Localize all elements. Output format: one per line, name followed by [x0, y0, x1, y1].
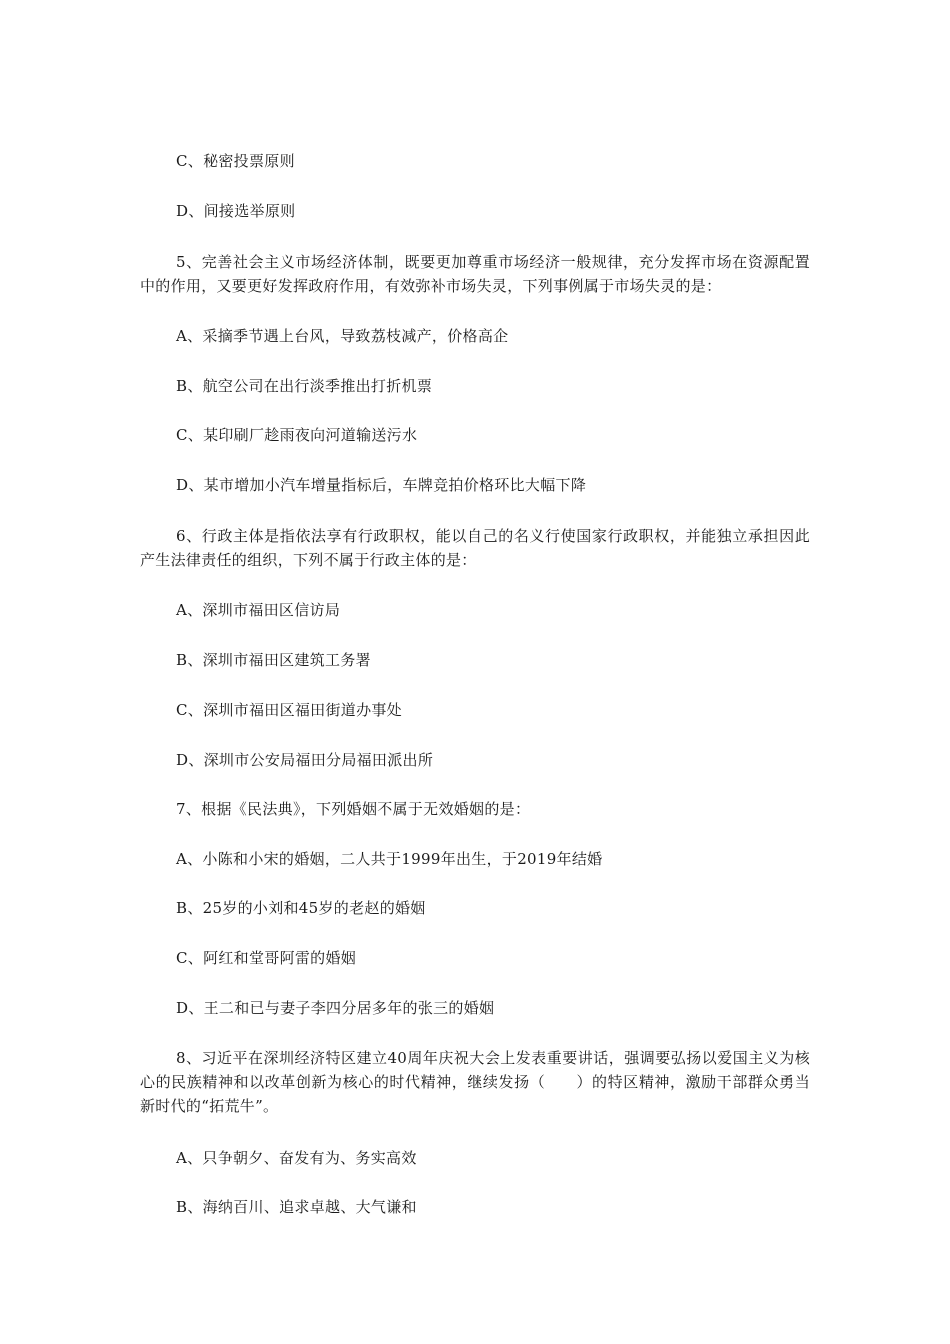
option-b-q8: B、海纳百川、追求卓越、大气谦和: [176, 1198, 417, 1216]
option-c-q5: C、某印刷厂趁雨夜向河道输送污水: [176, 426, 418, 444]
option-b-q5: B、航空公司在出行淡季推出打折机票: [176, 377, 433, 395]
option-a-q5: A、采摘季节遇上台风，导致荔枝减产，价格高企: [176, 327, 509, 345]
option-d-q5: D、某市增加小汽车增量指标后，车牌竞拍价格环比大幅下降: [176, 476, 587, 494]
question-5: 5、完善社会主义市场经济体制，既要更加尊重市场经济一般规律，充分发挥市场在资源配置中的作用，又要更好发挥政府作用，有效弥补市场失灵，下列事例属于市场失灵的是：: [140, 253, 810, 295]
option-a-q6: A、深圳市福田区信访局: [176, 601, 341, 619]
option-d-q7: D、王二和已与妻子李四分居多年的张三的婚姻: [176, 999, 495, 1017]
option-b-q6: B、深圳市福田区建筑工务署: [176, 651, 371, 669]
option-c-q6: C、深圳市福田区福田街道办事处: [176, 701, 402, 719]
option-c-q7: C、阿红和堂哥阿雷的婚姻: [176, 949, 357, 967]
option-d-q4: D、间接选举原则: [176, 202, 296, 220]
option-c-q4: C、秘密投票原则: [176, 152, 295, 170]
question-7: 7、根据《民法典》，下列婚姻不属于无效婚姻的是：: [176, 800, 531, 818]
question-8: 8、习近平在深圳经济特区建立40周年庆祝大会上发表重要讲话，强调要弘扬以爱国主义为核心的民族精神和以改革创新为核心的时代精神，继续发扬（ ）的特区精神，激励干部群众勇当新时代的“拓荒牛”。: [140, 1049, 810, 1115]
question-6: 6、行政主体是指依法享有行政职权，能以自己的名义行使国家行政职权，并能独立承担因此产生法律责任的组织，下列不属于行政主体的是：: [140, 527, 810, 569]
option-d-q6: D、深圳市公安局福田分局福田派出所: [176, 751, 434, 769]
option-a-q8: A、只争朝夕、奋发有为、务实高效: [176, 1149, 417, 1167]
option-a-q7: A、小陈和小宋的婚姻，二人共于1999年出生，于2019年结婚: [176, 850, 603, 868]
option-b-q7: B、25岁的小刘和45岁的老赵的婚姻: [176, 899, 426, 917]
